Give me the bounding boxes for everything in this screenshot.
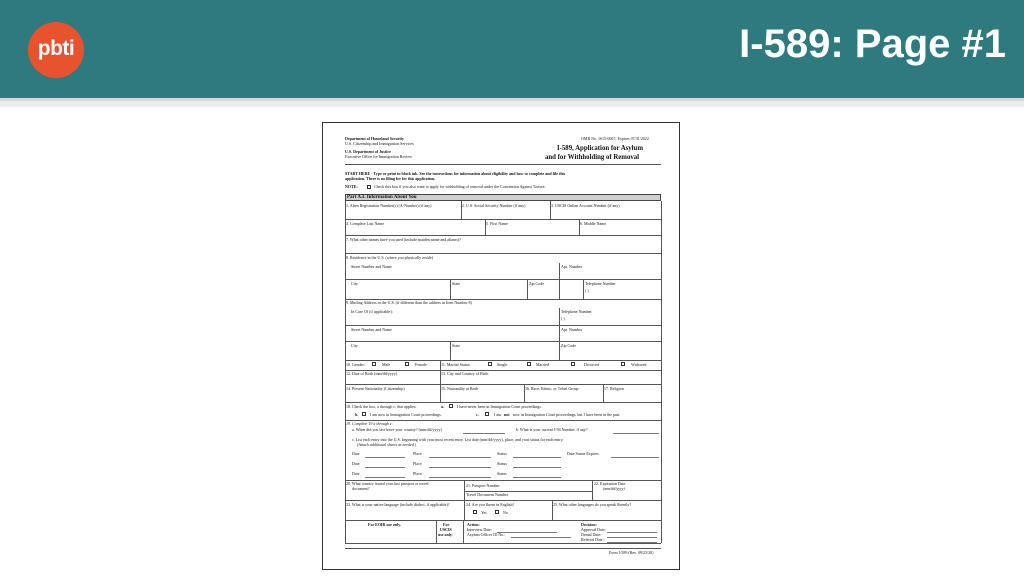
state-2-label: State bbox=[452, 343, 460, 348]
state-1-label: State bbox=[452, 281, 460, 286]
field-18b-letter: b. bbox=[355, 412, 359, 417]
i589-form-page bbox=[322, 122, 680, 570]
row-rule bbox=[345, 279, 661, 280]
divider bbox=[463, 520, 464, 543]
zip-1-label: Zip Code bbox=[529, 281, 544, 286]
field-15-label: 15. Nationality at Birth bbox=[441, 386, 479, 391]
male-checkbox[interactable] bbox=[372, 362, 376, 366]
cat-checkbox[interactable] bbox=[367, 185, 371, 189]
field-8-label: 8. Residence in the U.S. (where you physically reside) bbox=[346, 255, 433, 260]
female-checkbox[interactable] bbox=[405, 362, 409, 366]
divorced-label: Divorced bbox=[584, 362, 599, 367]
uscis-for-label: For bbox=[443, 522, 450, 527]
entry-1-expires-line[interactable] bbox=[611, 457, 659, 458]
interview-date-line[interactable] bbox=[497, 532, 557, 533]
entry-1-expires-label: Date Status Expires bbox=[567, 451, 599, 456]
note-label: NOTE: bbox=[345, 184, 358, 189]
form-title-2: and for Withholding of Removal bbox=[545, 154, 640, 161]
row-rule bbox=[345, 341, 661, 342]
field-6-label: 6. Middle Name bbox=[580, 221, 607, 226]
field-12-label: 12. Date of Birth (mm/dd/yyyy) bbox=[346, 371, 398, 376]
married-checkbox[interactable] bbox=[527, 362, 531, 366]
field-18a-text: I have never been in Immigration Court proceedings. bbox=[457, 404, 542, 409]
single-label: Single bbox=[497, 362, 508, 367]
entry-2-place-line[interactable] bbox=[429, 467, 491, 468]
table-right-border bbox=[661, 201, 662, 543]
row-rule bbox=[345, 520, 661, 521]
row-rule bbox=[345, 219, 661, 220]
row-rule bbox=[345, 402, 661, 403]
city-2-label: City bbox=[351, 343, 358, 348]
doj-label: U.S. Department of Justice bbox=[345, 149, 391, 154]
field-4-label: 4. Complete Last Name bbox=[346, 221, 384, 226]
uscis-label: USCIS bbox=[440, 527, 452, 532]
start-here: START HERE - Type or print in black ink. See the instructions for information about eligibility and how to complete and file this bbox=[345, 171, 566, 176]
divider bbox=[450, 341, 451, 360]
english-yes-label: Yes bbox=[481, 510, 487, 515]
entry-2-status-line[interactable] bbox=[513, 467, 561, 468]
field-18c-letter: c. bbox=[476, 412, 479, 417]
field-19b-line[interactable] bbox=[613, 433, 659, 434]
entry-1-status-label: Status bbox=[497, 451, 507, 456]
field-18c-not: not bbox=[504, 412, 510, 417]
action-label: Action: bbox=[467, 522, 480, 527]
row-rule bbox=[345, 384, 661, 385]
row-rule bbox=[345, 235, 661, 236]
field-19a-label: a. When did you last leave your country? (mm/dd/yyyy) bbox=[352, 427, 442, 432]
field-20-label-2: document? bbox=[352, 486, 370, 491]
entry-3-place-label: Place bbox=[413, 471, 422, 476]
field-22-format: (mm/dd/yyyy) bbox=[603, 486, 625, 491]
denial-date-label: Denial Date: bbox=[581, 532, 602, 537]
street-1-label: Street Number and Name bbox=[351, 264, 392, 269]
field-3-label: 3. USCIS Online Account Number (if any) bbox=[551, 203, 620, 208]
entry-1-place-label: Place bbox=[413, 451, 422, 456]
entry-3-date-label: Date bbox=[352, 471, 360, 476]
entry-2-status-label: Status bbox=[497, 461, 507, 466]
entry-2-date-line[interactable] bbox=[365, 467, 405, 468]
slide-title: I-589: Page #1 bbox=[739, 22, 1006, 66]
widowed-checkbox[interactable] bbox=[621, 362, 625, 366]
title-banner bbox=[0, 0, 1024, 98]
field-19c-note: (Attach additional sheets as needed.) bbox=[357, 442, 417, 447]
tel-1-area: ( ) bbox=[585, 288, 589, 293]
divorced-checkbox[interactable] bbox=[571, 362, 575, 366]
single-checkbox[interactable] bbox=[488, 362, 492, 366]
field-10-label: 10. Gender: bbox=[346, 362, 365, 367]
field-13-label: 13. City and Country of Birth bbox=[441, 371, 489, 376]
approval-date-line[interactable] bbox=[607, 532, 657, 533]
row-rule bbox=[345, 325, 661, 326]
row-rule bbox=[345, 253, 661, 254]
note-text: Check this box if you also want to apply for withholding of removal under the Convention Against Torture. bbox=[374, 184, 546, 189]
form-title-1: I-589, Application for Asylum bbox=[557, 145, 643, 152]
male-label: Male bbox=[382, 362, 391, 367]
officer-id-line[interactable] bbox=[511, 537, 571, 538]
field-14-label: 14. Present Nationality (Citizenship) bbox=[346, 386, 405, 391]
divider bbox=[559, 263, 560, 299]
zip-2-label: Zip Code bbox=[561, 343, 576, 348]
entry-1-date-line[interactable] bbox=[365, 457, 405, 458]
field-24-label: 24. Are you fluent in English? bbox=[466, 502, 515, 507]
footer-rule bbox=[345, 548, 661, 549]
field-23-label: 23. What is your native language (include dialect, if applicable)? bbox=[346, 502, 450, 507]
omb-number: OMB No. 1615-0067; Expires 07/31/2022 bbox=[581, 136, 649, 141]
entry-3-date-line[interactable] bbox=[365, 477, 405, 478]
dhs-label: Department of Homeland Security bbox=[345, 136, 404, 141]
start-here-2: application. There is no filing fee for this application. bbox=[345, 176, 436, 181]
field-18b-text: I am now in Immigration Court proceedings. bbox=[370, 412, 442, 417]
banner-shadow bbox=[0, 101, 1024, 107]
tel-1-label: Telephone Number bbox=[585, 281, 616, 286]
approval-date-label: Approval Date: bbox=[581, 527, 606, 532]
field-2-label: 2. U.S. Social Security Number (if any) bbox=[462, 203, 526, 208]
tel-2-label: Telephone Number bbox=[561, 309, 592, 314]
field-11-label: 11. Marital Status: bbox=[441, 362, 471, 367]
field-19-label: 19. Complete 19 a through c. bbox=[346, 421, 393, 426]
court-c-checkbox[interactable] bbox=[485, 412, 489, 416]
divider bbox=[464, 500, 465, 520]
field-25-label: 25. What other languages do you speak fluently? bbox=[553, 502, 632, 507]
married-label: Married bbox=[536, 362, 549, 367]
apt-2-label: Apt. Number bbox=[561, 327, 583, 332]
field-18c-pre: I am bbox=[494, 412, 502, 417]
street-2-label: Street Number and Name bbox=[351, 327, 392, 332]
field-19c-label: c. List each entry into the U.S. beginning with your most recent entry. List date (mm/dd/yyyy), place, and your status for each entry. bbox=[352, 437, 564, 442]
divider bbox=[436, 520, 437, 543]
divider bbox=[527, 279, 528, 299]
pbti-logo: pbti bbox=[28, 22, 84, 78]
field-22-label: 22. Expiration Date bbox=[594, 481, 626, 486]
table-bottom-border bbox=[345, 543, 661, 544]
row-rule bbox=[345, 500, 661, 501]
use-only-label: use only. bbox=[438, 532, 453, 537]
field-21-label: 21. Passport Number bbox=[466, 483, 500, 488]
english-no-label: No bbox=[503, 510, 508, 515]
decision-label: Decision: bbox=[581, 522, 597, 527]
divider bbox=[583, 279, 584, 299]
travel-doc-label: Travel Document Number bbox=[466, 492, 509, 497]
field-19b-label: b. What is your current I-94 Number, if any? bbox=[516, 427, 588, 432]
entry-3-status-line[interactable] bbox=[513, 477, 561, 478]
entry-1-date-label: Date bbox=[352, 451, 360, 456]
entry-2-date-label: Date bbox=[352, 461, 360, 466]
entry-1-status-line[interactable] bbox=[513, 457, 561, 458]
entry-3-status-label: Status bbox=[497, 471, 507, 476]
divider bbox=[450, 279, 451, 299]
field-9-label: 9. Mailing Address in the U.S. (if different than the address in Item Number 8) bbox=[346, 300, 472, 305]
court-b-checkbox[interactable] bbox=[362, 412, 366, 416]
in-care-of-label: In Care Of (if applicable): bbox=[351, 309, 393, 314]
eoir-use-label: For EOIR use only. bbox=[368, 522, 402, 527]
field-18a-letter: a. bbox=[441, 404, 444, 409]
field-16-label: 16. Race, Ethnic, or Tribal Group bbox=[525, 386, 579, 391]
field-18-label: 18. Check the box, a through c, that applies: bbox=[346, 404, 417, 409]
tel-2-area: ( ) bbox=[561, 316, 565, 321]
divider bbox=[592, 480, 593, 500]
apt-1-label: Apt. Number bbox=[561, 264, 583, 269]
row-rule bbox=[345, 360, 661, 361]
eoir-label: Executive Office for Immigration Review bbox=[345, 154, 413, 159]
female-label: Female bbox=[415, 362, 427, 367]
uscis-label: U.S. Citizenship and Immigration Services bbox=[345, 141, 414, 146]
field-17-label: 17. Religion bbox=[604, 386, 624, 391]
court-a-checkbox[interactable] bbox=[449, 404, 453, 408]
city-1-label: City bbox=[351, 281, 358, 286]
referral-date-label: Referral Date: bbox=[581, 537, 604, 542]
field-19a-line[interactable] bbox=[463, 433, 505, 434]
english-no-checkbox[interactable] bbox=[495, 510, 499, 514]
entry-2-place-label: Place bbox=[413, 461, 422, 466]
field-18c-post: now in Immigration Court proceedings, but I have been in the past. bbox=[513, 412, 621, 417]
interview-date-label: Interview Date: bbox=[467, 527, 492, 532]
officer-id-label: Asylum Officer ID No.: bbox=[467, 532, 506, 537]
field-1-label: 1. Alien Registration Number(s) (A-Number) (if any) bbox=[346, 203, 432, 208]
divider bbox=[559, 308, 560, 360]
field-5-label: 5. First Name bbox=[486, 221, 508, 226]
widowed-label: Widowed bbox=[631, 362, 647, 367]
denial-date-line[interactable] bbox=[607, 537, 657, 538]
entry-3-place-line[interactable] bbox=[429, 477, 491, 478]
field-7-label: 7. What other names have you used (include maiden name and aliases)? bbox=[346, 237, 461, 242]
header-rule bbox=[345, 164, 661, 165]
entry-1-place-line[interactable] bbox=[429, 457, 491, 458]
english-yes-checkbox[interactable] bbox=[473, 510, 477, 514]
divider bbox=[464, 480, 465, 500]
part-a1-title: Part A.I. Information About You bbox=[347, 195, 417, 200]
form-id: Form I-589 (Rev. 09/23/20) bbox=[609, 550, 654, 555]
field-20-label: 20. What country issued your last passport or travel bbox=[346, 481, 429, 486]
